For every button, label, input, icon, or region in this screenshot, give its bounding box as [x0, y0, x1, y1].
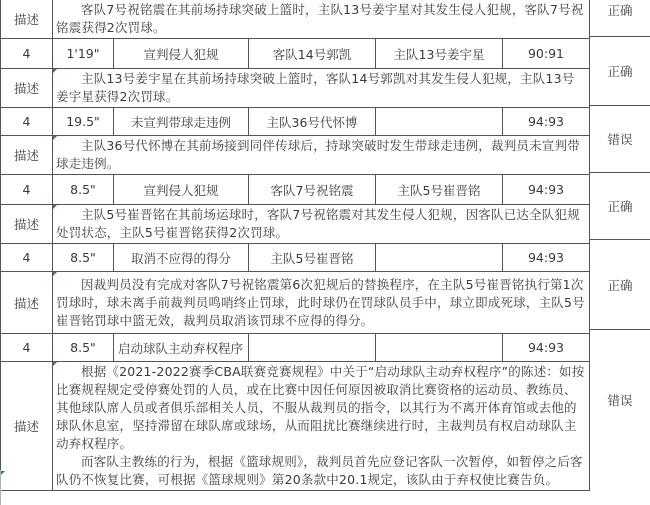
- sheet-left-border: [0, 470, 1, 505]
- desc-label-cell[interactable]: [1, 272, 53, 334]
- table-row: [1, 334, 590, 362]
- player-b-cell[interactable]: 主队13号姜宇星: [376, 39, 503, 69]
- desc-label: 描述: [13, 295, 39, 311]
- result-cell[interactable]: [589, 0, 650, 37]
- description-text: 因裁判员没有完成对客队7号祝铭震第6次犯规后的替换程序，在主队5号崔晋铭执行第1次罚球时，球未离手前裁判员鸣哨终止罚球，此时球仍在罚球队员手中，球立即成死球，主队5号崔晋铭罚球中篮无效，裁判员取消该罚球不应得的得分。: [56, 276, 585, 328]
- comment-marker-icon: [53, 136, 57, 140]
- comment-marker-icon: [53, 362, 57, 366]
- comment-marker-icon: [53, 69, 57, 73]
- period-cell[interactable]: 4: [1, 175, 53, 205]
- description-row: [1, 69, 590, 108]
- description-cell[interactable]: [53, 0, 590, 39]
- score-cell[interactable]: 94:93: [503, 244, 590, 272]
- call-cell[interactable]: 宣判侵人犯规: [114, 175, 249, 205]
- player-b-cell[interactable]: 主队5号崔晋铭: [376, 175, 503, 205]
- description-text: 主队36号代怀博在其前场接到同伴传球后，持球突破时发生带球走违例，裁判员未宣判带球走违例。: [56, 138, 580, 171]
- player-b-cell[interactable]: [376, 108, 503, 136]
- table-row: [1, 108, 590, 136]
- desc-label: 描述: [13, 148, 39, 163]
- score-cell[interactable]: 90:91: [503, 39, 590, 69]
- comment-marker-icon: [53, 272, 57, 276]
- period-cell[interactable]: 4: [1, 334, 53, 362]
- desc-label-cell[interactable]: [1, 205, 53, 244]
- comment-marker-icon: [53, 205, 57, 209]
- player-a-cell[interactable]: 客队14号郭凯: [249, 39, 376, 69]
- call-cell[interactable]: 宣判侵人犯规: [114, 39, 249, 69]
- time-cell[interactable]: 8.5": [53, 334, 114, 362]
- result-text: 错误: [607, 393, 633, 408]
- period-cell[interactable]: 4: [1, 108, 53, 136]
- score-cell[interactable]: 94:93: [503, 175, 590, 205]
- result-cell[interactable]: [589, 37, 650, 106]
- time-cell[interactable]: 8.5": [53, 175, 114, 205]
- result-text: 正确: [607, 199, 633, 214]
- description-text: 根据《2021-2022赛季CBA联赛竞赛规程》中关于“启动球队主动弃权程序”的陈述：如按比赛规程规定受停赛处罚的人员，或在比赛中因任何原因被取消比赛资格的运动员、教练员、其他球队席人员或者俱乐部相关人员，不服从裁判员的指令，以其行为不离开体育馆或去他的球队休息室，坚持滞留在球队席或球场，从而阻扰比赛继续进行时，主裁判员有权启动球队主动弃权程序。: [56, 364, 585, 451]
- result-text: 错误: [607, 132, 633, 147]
- description-cell[interactable]: [53, 69, 590, 108]
- description-row: [1, 136, 590, 175]
- description-text-2: 而客队主教练的行为，根据《篮球规则》，裁判员首先应登记客队一次暂停，如暂停之后客队仍不恢复比赛，可根据《篮球规则》第20条款中20.1规定，该队由于弃权使比赛告负。: [56, 454, 583, 487]
- player-a-cell[interactable]: [249, 334, 376, 362]
- description-cell[interactable]: [53, 272, 590, 334]
- call-cell[interactable]: 启动球队主动弃权程序: [114, 334, 249, 362]
- description-row: [1, 272, 590, 334]
- description-cell[interactable]: [53, 136, 590, 175]
- time-cell[interactable]: 8.5": [53, 244, 114, 272]
- description-text: 主队13号姜宇星在其前场持球突破上篮时，客队14号郭凯对其发生侵人犯规，主队13号姜宇星获得2次罚球。: [56, 71, 575, 104]
- table-row: [1, 39, 590, 69]
- description-row: [1, 0, 590, 39]
- time-cell[interactable]: 19.5": [53, 108, 114, 136]
- player-a-cell[interactable]: 主队36号代怀博: [249, 108, 376, 136]
- description-text: 客队7号祝铭震在其前场持球突破上篮时，主队13号姜宇星对其发生侵人犯规，客队7号祝铭震获得2次罚球。: [56, 2, 584, 35]
- desc-label: 描述: [13, 81, 39, 96]
- description-row: [1, 205, 590, 244]
- description-row: [1, 362, 590, 491]
- result-text: 正确: [607, 64, 633, 79]
- period-cell[interactable]: 4: [1, 244, 53, 272]
- desc-label-cell[interactable]: [1, 362, 53, 491]
- call-cell[interactable]: 取消不应得的得分: [114, 244, 249, 272]
- result-cell[interactable]: [589, 240, 650, 330]
- desc-label-cell[interactable]: [1, 136, 53, 175]
- player-a-cell[interactable]: 客队7号祝铭震: [249, 175, 376, 205]
- description-cell[interactable]: [53, 205, 590, 244]
- description-text: 主队5号崔晋铭在其前场运球时，客队7号祝铭震对其发生侵人犯规，因客队已达全队犯规处罚状态，主队5号崔晋铭获得2次罚球。: [56, 207, 580, 240]
- desc-label: 描述: [13, 217, 39, 232]
- score-cell[interactable]: 94:93: [503, 334, 590, 362]
- result-text: 正确: [607, 3, 633, 18]
- desc-label: 描述: [13, 419, 39, 434]
- player-b-cell[interactable]: [376, 244, 503, 272]
- desc-label-cell[interactable]: [1, 0, 53, 39]
- comment-marker-icon: [1, 471, 5, 475]
- result-cell[interactable]: [589, 173, 650, 240]
- player-a-cell[interactable]: 主队5号崔晋铭: [249, 244, 376, 272]
- result-cell[interactable]: [589, 330, 650, 470]
- desc-label: 描述: [13, 12, 39, 27]
- call-cell[interactable]: 未宣判带球走违例: [114, 108, 249, 136]
- description-cell[interactable]: [53, 362, 590, 491]
- time-cell[interactable]: 1'19": [53, 39, 114, 69]
- period-cell[interactable]: 4: [1, 39, 53, 69]
- result-cell[interactable]: [589, 106, 650, 173]
- desc-label-cell[interactable]: [1, 69, 53, 108]
- result-text: 正确: [607, 277, 633, 293]
- score-cell[interactable]: 94:93: [503, 108, 590, 136]
- player-b-cell[interactable]: [376, 334, 503, 362]
- table-row: [1, 244, 590, 272]
- table-row: [1, 175, 590, 205]
